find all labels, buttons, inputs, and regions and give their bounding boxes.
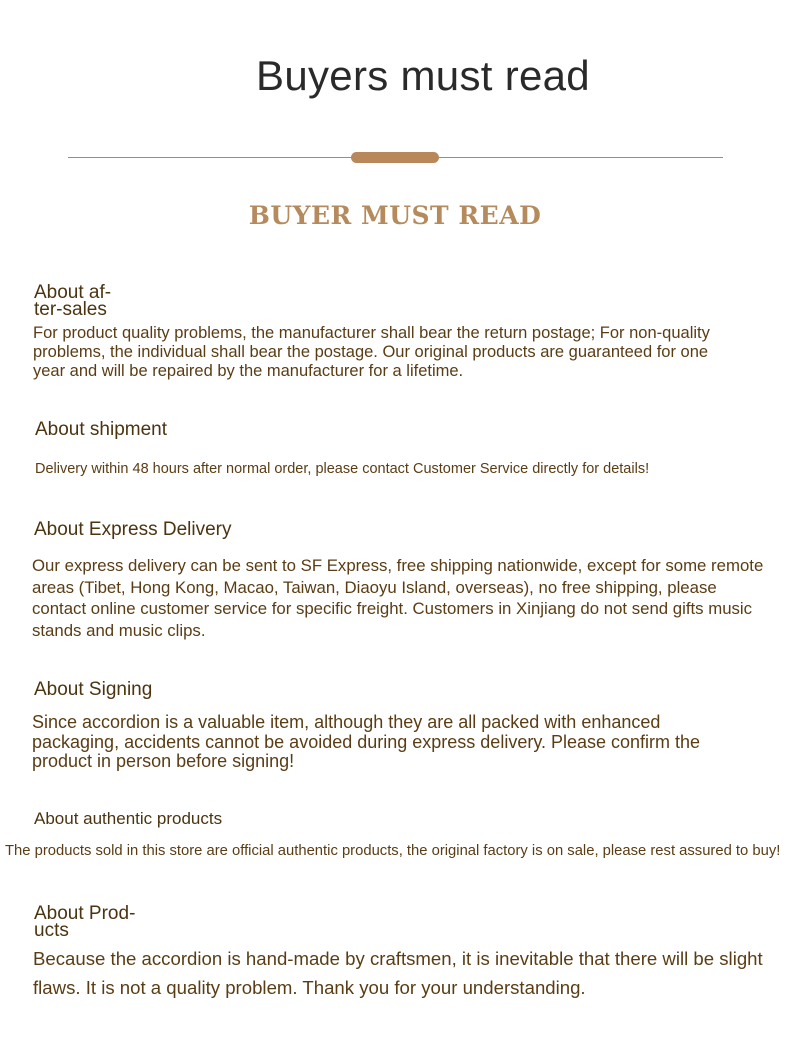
section-heading-after-sales: About af- ter-sales xyxy=(34,282,112,320)
section-text-signing: Since accordion is a valuable item, although they are all packed with enhanced packaging, accidents cannot be avoided during express delivery. Please confirm the product in person before signing! xyxy=(32,712,701,771)
section-heading-shipment: About shipment xyxy=(35,419,168,440)
section-heading-products: About Prod- ucts xyxy=(34,903,136,941)
section-text-express-delivery: Our express delivery can be sent to SF Express, free shipping nationwide, except for some remote areas (Tibet, Hong Kong, Macao, Taiwan, Diaoyu Island, overseas), no free shipping, please contact online customer service for specific freight. Customers in Xinjiang do not send gifts music stands and music clips. xyxy=(32,556,764,640)
section-heading-authentic-products: About authentic products xyxy=(34,809,223,828)
section-heading-signing: About Signing xyxy=(34,679,153,700)
page-title: Buyers must read xyxy=(256,52,590,99)
section-text-after-sales: For product quality problems, the manufacturer shall bear the return postage; For non-quality problems, the individual shall bear the postage. Our original products are guaranteed for one year and will be repaired by the manufacturer for a lifetime. xyxy=(33,324,710,380)
section-text-shipment: Delivery within 48 hours after normal order, please contact Customer Service directly for details! xyxy=(35,461,650,477)
section-heading-express-delivery: About Express Delivery xyxy=(34,519,232,540)
divider-ornament xyxy=(351,152,439,163)
section-text-authentic-products: The products sold in this store are official authentic products, the original factory is on sale, please rest assured to buy! xyxy=(5,843,781,859)
section-text-products: Because the accordion is hand-made by craftsmen, it is inevitable that there will be slight flaws. It is not a quality problem. Thank you for your understanding. xyxy=(33,948,763,998)
page-subtitle: BUYER MUST READ xyxy=(248,201,542,230)
